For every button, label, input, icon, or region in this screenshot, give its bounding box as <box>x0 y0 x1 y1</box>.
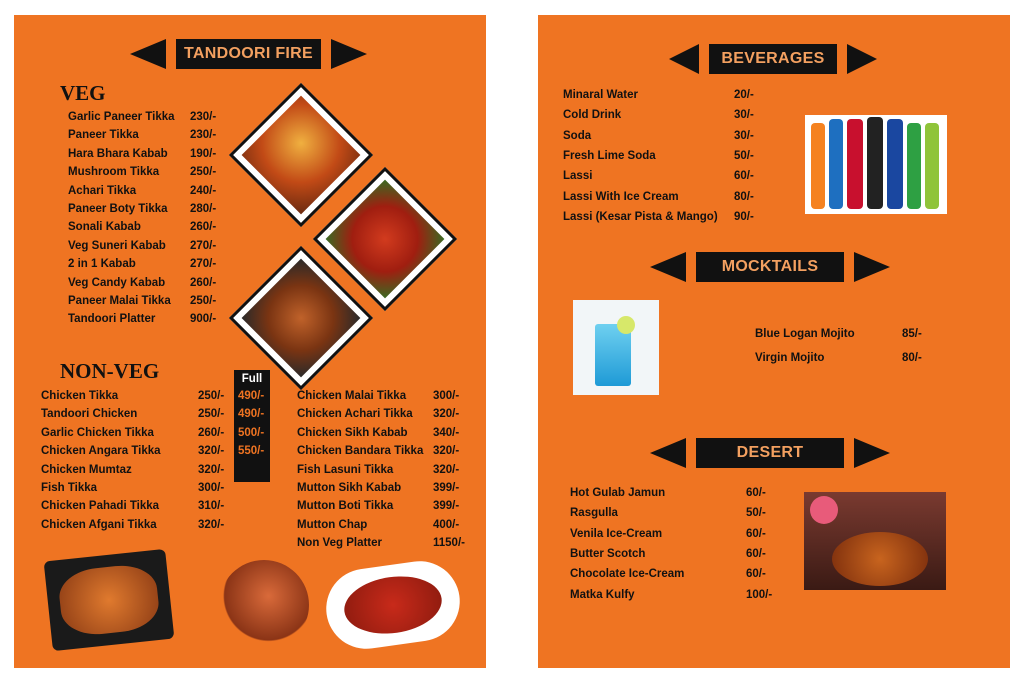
menu-item-price: 340/- <box>433 426 460 439</box>
menu-item-name: Chicken Malai Tikka <box>297 390 407 402</box>
right-menu-page <box>538 15 1010 668</box>
menu-item-price: 80/- <box>902 352 922 364</box>
mojito-photo <box>573 300 659 395</box>
desert-banner <box>650 439 890 467</box>
menu-item-name: Butter Scotch <box>570 547 646 560</box>
menu-item-price: 250/- <box>190 295 217 307</box>
menu-item-name: Chicken Bandara Tikka <box>297 445 424 458</box>
menu-item-name: Achari Tikka <box>68 184 137 197</box>
menu-item-name: 2 in 1 Kabab <box>68 258 136 271</box>
menu-item-name: Paneer Tikka <box>68 129 139 142</box>
tandoori-chicken-photo <box>44 549 175 651</box>
menu-item-name: Chicken Tikka <box>41 390 119 402</box>
menu-item-name: Veg Candy Kabab <box>68 276 166 289</box>
tandoori-fire-banner <box>130 40 367 68</box>
menu-item-name: Veg Suneri Kabab <box>68 239 166 252</box>
menu-item-price: 320/- <box>433 408 460 421</box>
menu-item-name: Mutton Chap <box>297 518 368 531</box>
menu-item-price: 320/- <box>198 445 225 458</box>
menu-item-price: 300/- <box>198 482 225 494</box>
menu-item-name: Paneer Malai Tikka <box>68 295 171 307</box>
menu-item-name: Matka Kulfy <box>570 588 635 601</box>
menu-item-name: Chicken Afgani Tikka <box>41 518 157 531</box>
menu-item-price: 399/- <box>433 500 460 513</box>
menu-item-name: Lassi (Kesar Pista & Mango) <box>563 210 718 223</box>
menu-item-name: Blue Logan Mojito <box>755 328 855 340</box>
menu-item-full-price: 490/- <box>238 408 265 421</box>
menu-item-price: 250/- <box>198 408 225 421</box>
menu-item-name: Chicken Achari Tikka <box>297 408 413 421</box>
menu-item-price: 60/- <box>746 527 766 540</box>
nonveg-heading: NON-VEG <box>60 359 160 383</box>
arrow-right-icon <box>847 44 877 74</box>
menu-item-price: 30/- <box>734 109 754 122</box>
arrow-right-icon <box>331 39 367 69</box>
menu-item-name: Minaral Water <box>563 89 638 101</box>
arrow-left-icon <box>650 252 686 282</box>
banner-title: DESERT <box>696 438 844 468</box>
menu-item-price: 60/- <box>734 170 754 183</box>
left-menu-page <box>14 15 486 668</box>
menu-item-price: 60/- <box>746 547 766 560</box>
banner-title: BEVERAGES <box>709 44 837 74</box>
menu-item-price: 80/- <box>734 190 754 203</box>
menu-item-name: Garlic Paneer Tikka <box>68 111 175 123</box>
menu-item-full-price: 500/- <box>238 426 265 439</box>
menu-item-price: 260/- <box>198 426 225 439</box>
menu-item-price: 900/- <box>190 313 217 326</box>
menu-item-price: 100/- <box>746 588 773 601</box>
menu-item-price: 90/- <box>734 210 754 223</box>
menu-item-price: 250/- <box>190 166 217 179</box>
menu-item-name: Chicken Angara Tikka <box>41 445 161 458</box>
menu-item-name: Chocolate Ice-Cream <box>570 568 685 581</box>
menu-item-price: 230/- <box>190 111 217 123</box>
menu-item-price: 270/- <box>190 258 217 271</box>
menu-item-name: Venila Ice-Cream <box>570 527 663 540</box>
menu-item-price: 60/- <box>746 568 766 581</box>
menu-item-price: 320/- <box>198 463 225 476</box>
veg-heading: VEG <box>60 81 106 105</box>
menu-item-name: Garlic Chicken Tikka <box>41 426 154 439</box>
menu-item-name: Lassi <box>563 170 593 183</box>
cold-drinks-photo <box>805 115 947 214</box>
menu-item-price: 310/- <box>198 500 225 513</box>
menu-item-price: 400/- <box>433 518 460 531</box>
menu-item-name: Chicken Pahadi Tikka <box>41 500 160 513</box>
banner-title: TANDOORI FIRE <box>176 39 321 69</box>
full-label: Full <box>241 373 263 385</box>
menu-item-price: 85/- <box>902 328 922 340</box>
menu-item-name: Chicken Mumtaz <box>41 463 132 476</box>
menu-item-price: 1150/- <box>433 537 465 550</box>
menu-item-name: Fish Tikka <box>41 482 98 494</box>
arrow-left-icon <box>650 438 686 468</box>
menu-item-name: Chicken Sikh Kabab <box>297 426 408 439</box>
menu-item-name: Cold Drink <box>563 109 622 122</box>
menu-item-price: 260/- <box>190 221 217 234</box>
arrow-right-icon <box>854 438 890 468</box>
menu-item-name: Non Veg Platter <box>297 537 382 550</box>
menu-item-full-price: 490/- <box>238 390 265 402</box>
arrow-right-icon <box>854 252 890 282</box>
arrow-left-icon <box>669 44 699 74</box>
menu-item-name: Hot Gulab Jamun <box>570 487 666 499</box>
menu-item-name: Mushroom Tikka <box>68 166 160 179</box>
menu-item-price: 190/- <box>190 147 217 160</box>
gulab-jamun-photo <box>804 492 946 590</box>
menu-item-price: 260/- <box>190 276 217 289</box>
menu-item-full-price: 550/- <box>238 445 265 458</box>
menu-item-price: 50/- <box>734 149 754 162</box>
menu-item-name: Mutton Boti Tikka <box>297 500 394 513</box>
menu-item-price: 60/- <box>746 487 766 499</box>
menu-item-name: Hara Bhara Kabab <box>68 147 168 160</box>
menu-item-price: 280/- <box>190 203 217 215</box>
menu-item-name: Tandoori Chicken <box>41 408 138 421</box>
menu-item-name: Fish Lasuni Tikka <box>297 463 394 476</box>
menu-item-name: Mutton Sikh Kabab <box>297 482 402 494</box>
menu-item-name: Virgin Mojito <box>755 352 825 364</box>
menu-item-price: 399/- <box>433 482 460 494</box>
menu-item-name: Tandoori Platter <box>68 313 156 326</box>
menu-item-name: Sonali Kabab <box>68 221 141 234</box>
menu-item-name: Rasgulla <box>570 507 618 520</box>
menu-item-price: 30/- <box>734 129 754 142</box>
chicken-tikka-plate-photo <box>321 556 465 654</box>
menu-item-price: 320/- <box>198 518 225 531</box>
menu-item-price: 300/- <box>433 390 460 402</box>
menu-item-price: 240/- <box>190 184 217 197</box>
menu-item-price: 320/- <box>433 463 460 476</box>
beverages-banner <box>669 45 877 73</box>
chicken-leg-photo <box>219 560 309 650</box>
arrow-left-icon <box>130 39 166 69</box>
menu-item-name: Soda <box>563 129 592 142</box>
menu-item-price: 320/- <box>433 445 460 458</box>
menu-item-price: 250/- <box>198 390 225 402</box>
menu-item-price: 50/- <box>746 507 766 520</box>
menu-item-name: Lassi With Ice Cream <box>563 190 679 203</box>
menu-item-price: 230/- <box>190 129 217 142</box>
menu-item-name: Paneer Boty Tikka <box>68 203 168 215</box>
menu-item-price: 20/- <box>734 89 754 101</box>
menu-item-name: Fresh Lime Soda <box>563 149 656 162</box>
menu-item-price: 270/- <box>190 239 217 252</box>
banner-title: MOCKTAILS <box>696 252 844 282</box>
mocktails-banner <box>650 253 890 281</box>
